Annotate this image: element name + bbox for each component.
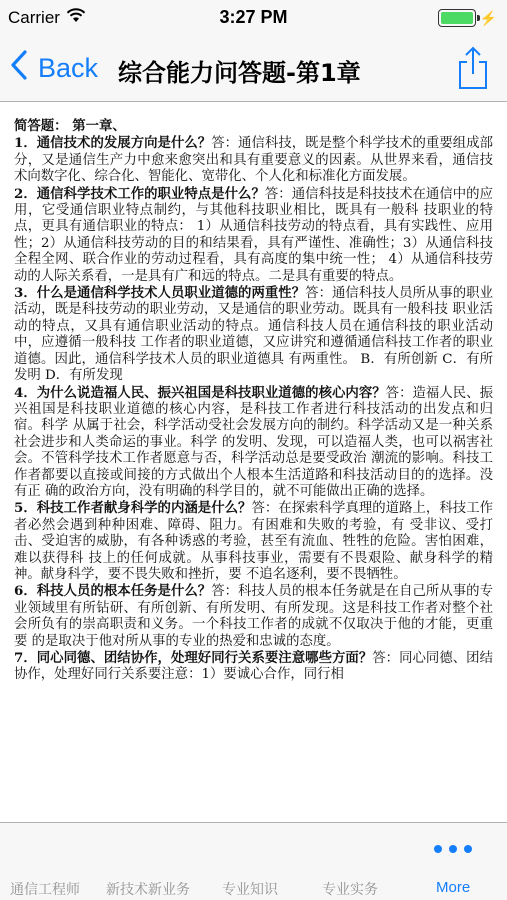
tab-tongxin-gongchengshi[interactable]: 通信工程师 — [10, 882, 80, 898]
tab-zhuanye-zhishi[interactable]: 专业知识 — [222, 882, 278, 898]
answer-text: 答：造福人民、振兴祖国是科技职业道德的核心内容，是科技工作者进行科技活动的出发点和归宿。科学 从属于社会，科学活动受社会发展方向的制约。科学活动又是一种关系社会进步和人类命运的事业。科学 的发明、发现，可以造福人类，也可以祸害社会。不管科学技术工作者愿意与否，科学活动总是要受政治 潮流的影响。科技工作者都要以直接或间接的方式做出个人根本生活道路和科技活动目的的选择。没有正 确的政治方向，没有明确的科学目的，就不可能做出正确的选择。 — [14, 385, 493, 499]
back-chevron-icon — [10, 50, 28, 87]
question-text: 4．为什么说造福人民、振兴祖国是科技职业道德的核心内容？ — [14, 384, 386, 401]
question-text: 5．科技工作者献身科学的内涵是什么？ — [14, 500, 252, 517]
question-text: 2．通信科学技术工作的职业特点是什么？ — [14, 185, 265, 202]
answer-text: 答：通信科技是科技技术在通信中的应用，它受通信职业特点制约，与其他科技职业相比，既具有一般科 技职业的特点，更具有通信职业的特点： 1）从通信科技劳动的特点看，具有实践性、应用性；2）从通信科技劳动的目的和结果看，具有严谨性、准确性；3）从通信科技全程全网、联合作业的劳动过程看，具有高度的集中统一性； 4）从通信科技劳动的人际关系看，一是具有广和远的特点。二是具有重要的特点。 — [14, 186, 493, 284]
status-right — [438, 9, 497, 27]
answer-text: 答：同心同德、团结协作，处理好同行关系要注意：1）要诚心合作，同行相 — [14, 651, 493, 683]
question-text: 6．科技人员的根本任务是什么？ — [14, 583, 212, 600]
tab-more[interactable]: More — [436, 879, 471, 896]
tab-bar — [0, 822, 507, 900]
tab-xin-jishu-xin-yewu[interactable]: 新技术新业务 — [106, 882, 190, 898]
qa-item — [14, 650, 493, 684]
status-time: 3:27 PM — [219, 7, 288, 27]
share-icon — [457, 46, 489, 90]
question-text: 7．同心同德、团结协作，处理好同行关系要注意哪些方面？ — [14, 650, 373, 666]
qa-item — [14, 285, 493, 384]
battery-icon — [438, 9, 476, 27]
page-title: 综合能力问答题-第1章 — [118, 59, 361, 87]
answer-text: 答：科技人员的根本任务就是在自己所从事的专业领域里有所钻研、有所创新、有所发明、有所发现。这是科技工作者对整个社会所负有的崇高职责和义务。一个科技工作者的成就不仅取决于他的才能，更重要 的是取决于他对所从事的专业的热爱和忠诚的态度。 — [14, 584, 493, 649]
answer-text: 答：在探索科学真理的道路上，科技工作者必然会遇到种种困难、障碍、阻力。有困难和失败的考验，有 受非议、受打击、受迫害的威胁，有各种诱惑的考验，甚至有流血、牲牲的危险。害怕困难，难以获得科 技上的任何成就。从事科技事业，需要有不畏艰险、献身科学的精神。献身科学，要不畏失败和挫折，要 不追名逐利，要不畏牺牲。 — [14, 501, 494, 582]
question-text: 3．什么是通信科学技术人员职业道德的两重性？ — [14, 285, 306, 302]
back-button[interactable] — [10, 50, 98, 87]
answer-text: 答：通信科技，既是整个科学技术的重要组成部分，又是通信生产力中愈来愈突出和具有重要意义的因素。从世界来看，通信技术向数字化、综合化、智能化、宽带化、个人化和标准化方面发展。 — [14, 136, 493, 185]
tab-zhuanye-shiwu[interactable]: 专业实务 — [322, 882, 378, 898]
more-dots-icon[interactable] — [434, 845, 472, 853]
answer-text: 答：通信科技人员所从事的职业活动，既是科技劳动的职业劳动，又是通信的职业劳动。既具有一般科技 职业活动的特点，又具有通信职业活动的特点。通信科技人员在通信科技的职业活动中，应遵循一般科技 工作者的职业道德，又应讲究和遵循通信科技工作者的职业道德。因此，通信科学技术人员的职业道德具 有两重性。 B．有所创新 C．有所发明 D．有所发现 — [14, 286, 493, 384]
section-heading: 简答题： 第一章、 — [14, 118, 126, 134]
navigation-bar — [0, 36, 507, 102]
qa-item — [14, 135, 493, 185]
status-bar — [0, 0, 507, 36]
charging-bolt-icon: ⚡ — [479, 9, 497, 26]
qa-item — [14, 500, 493, 583]
question-text: 1．通信技术的发展方向是什么？ — [14, 135, 212, 152]
carrier-label: Carrier — [8, 8, 60, 27]
share-button[interactable] — [457, 46, 489, 94]
qa-item — [14, 385, 493, 501]
article-content[interactable] — [0, 102, 507, 822]
qa-item — [14, 583, 493, 650]
qa-item — [14, 186, 493, 285]
back-label: Back — [38, 53, 99, 83]
